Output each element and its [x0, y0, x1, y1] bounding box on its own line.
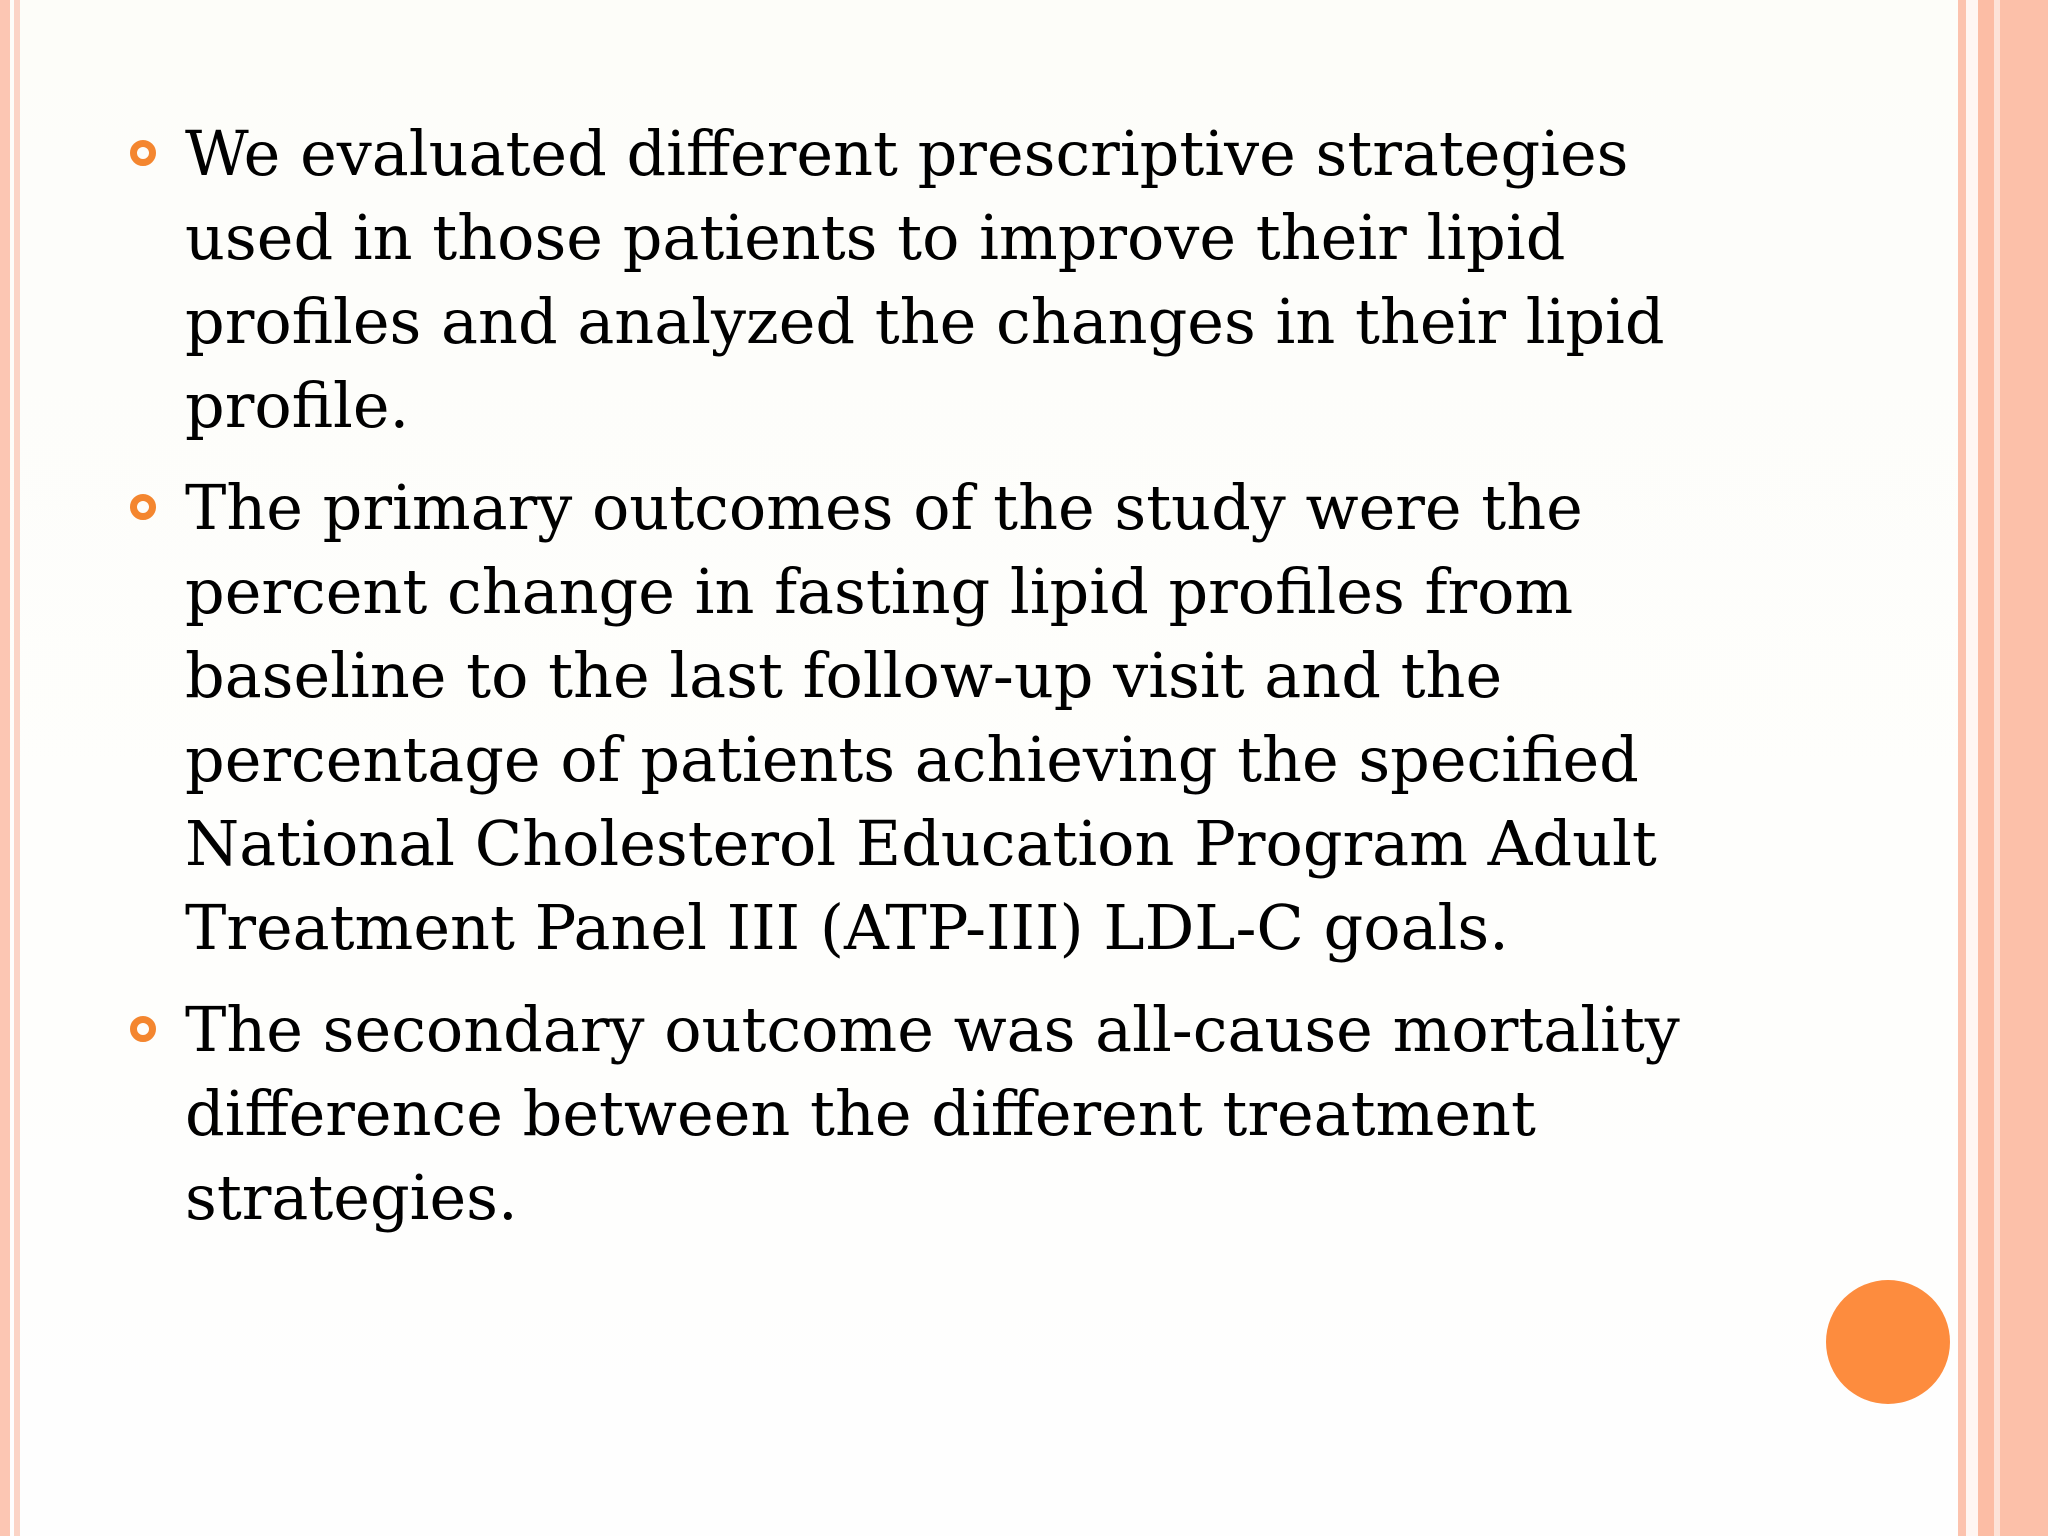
bullet-text: We evaluated different prescriptive strategies used in those patients to improve their lipid profiles and analyzed the changes in their lipid profile. [185, 117, 1665, 442]
slide-content [130, 112, 1770, 1258]
bullet-item [130, 988, 1770, 1240]
bullet-item [130, 112, 1770, 448]
right-border-gap [1966, 0, 1978, 1536]
left-border-stripe [0, 0, 10, 1536]
right-border-stripe-wide [2000, 0, 2048, 1536]
decorative-circle [1826, 1280, 1950, 1404]
bullet-item [130, 466, 1770, 970]
right-border-stripe-thin [1958, 0, 1966, 1536]
left-border-stripe-inner [14, 0, 20, 1536]
bullet-text: The secondary outcome was all-cause mortality difference between the different treatment strategies. [185, 993, 1680, 1234]
ring-bullet-icon [130, 140, 156, 166]
ring-bullet-icon [130, 1016, 156, 1042]
ring-bullet-icon [130, 494, 156, 520]
right-border-stripe-middle [1978, 0, 1994, 1536]
bullet-text: The primary outcomes of the study were the percent change in fasting lipid profiles from baseline to the last follow-up visit and the percentage of patients achieving the specified National Cholesterol Education Program Adult Treatment Panel III (ATP-III) LDL-C goals. [185, 471, 1657, 964]
